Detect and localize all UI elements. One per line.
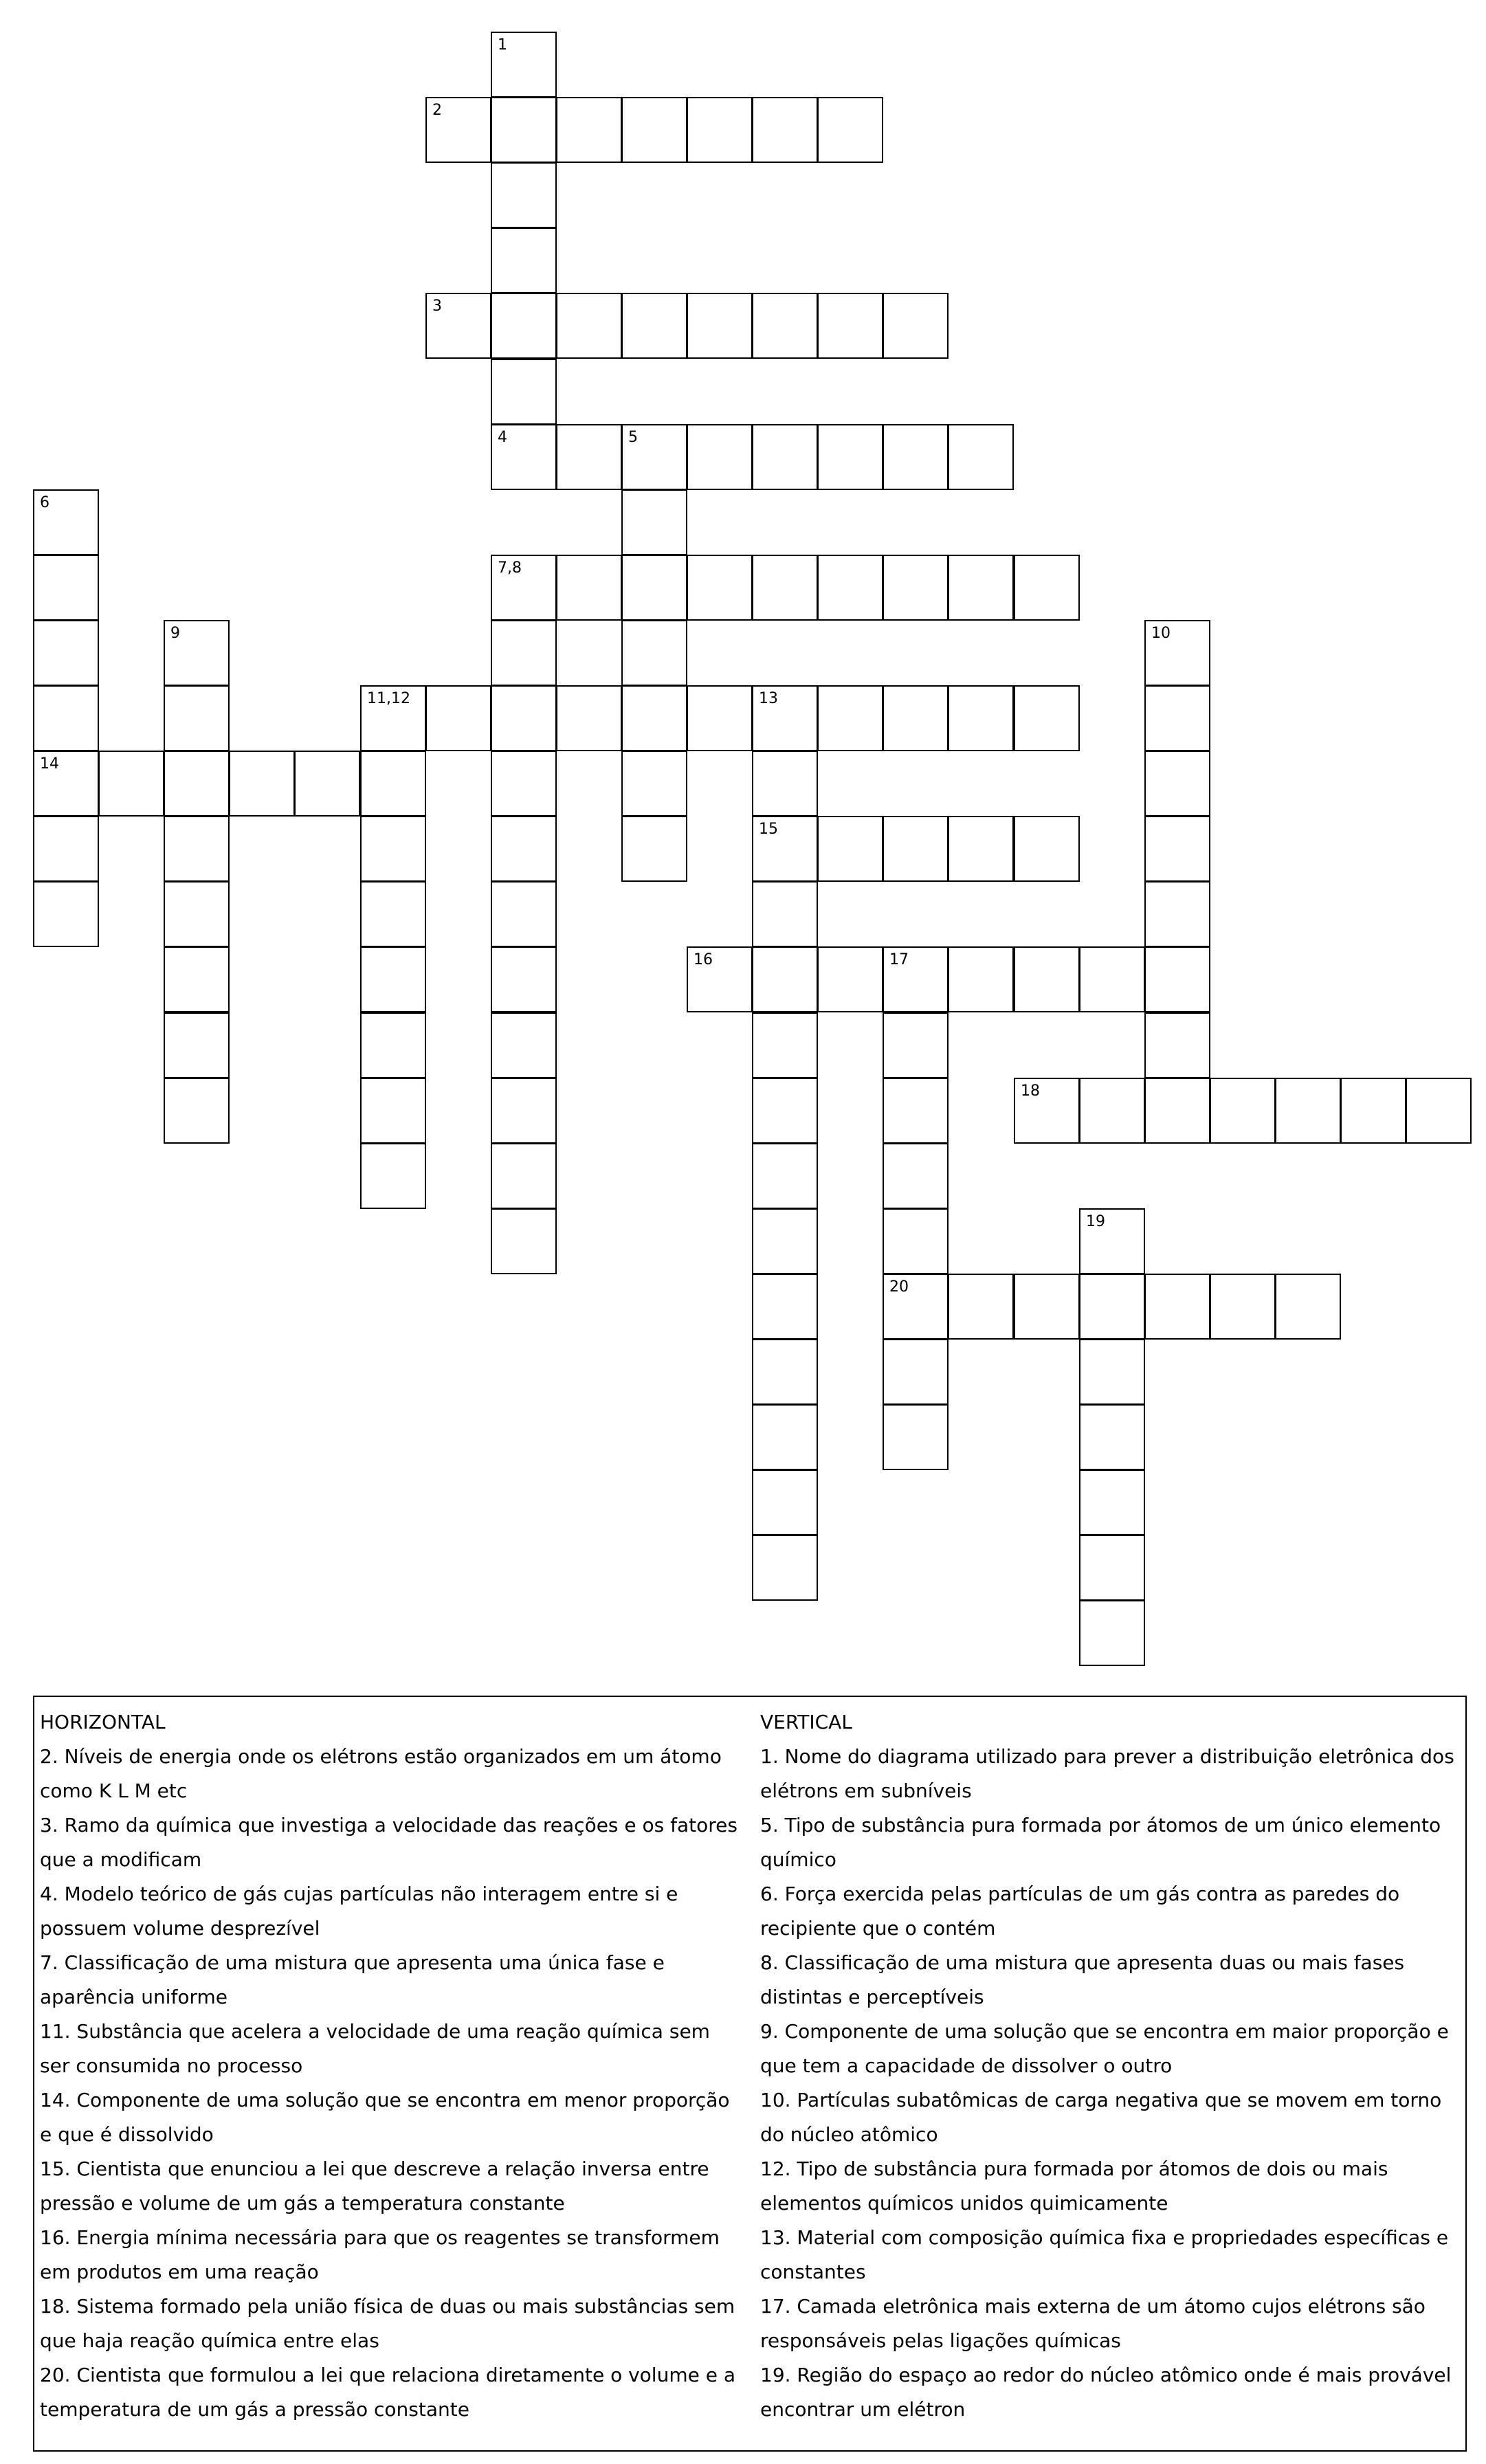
clue-number: 3 <box>432 298 442 315</box>
clue-number: 10 <box>1151 625 1171 642</box>
clue-v-17: 17. Camada eletrônica mais externa de um átomo cujos elétrons são responsáveis pelas ligações químicas <box>760 2295 1426 2352</box>
crossword-cell[interactable] <box>556 555 622 621</box>
clue-v-1: 1. Nome do diagrama utilizado para prever a distribuição eletrônica dos elétrons em subníveis <box>760 1745 1454 1802</box>
crossword-cell[interactable] <box>621 424 687 490</box>
clue-h-18: 18. Sistema formado pela união física de duas ou mais substâncias sem que haja reação química entre elas <box>40 2295 735 2352</box>
crossword-cell[interactable] <box>164 1078 230 1144</box>
crossword-cell[interactable] <box>425 97 491 163</box>
crossword-cell[interactable] <box>556 424 622 490</box>
crossword-cell[interactable] <box>1079 1078 1145 1144</box>
crossword-cell[interactable] <box>752 1339 818 1405</box>
crossword-cell[interactable] <box>1144 685 1210 751</box>
crossword-cell[interactable] <box>294 751 360 817</box>
crossword-cell[interactable] <box>1144 1078 1210 1144</box>
crossword-cell[interactable] <box>621 620 687 686</box>
crossword-cell[interactable] <box>817 946 883 1012</box>
clue-h-2: 2. Níveis de energia onde os elétrons estão organizados em um átomo como K L M etc <box>40 1745 722 1802</box>
crossword-cell[interactable] <box>687 97 753 163</box>
crossword-cell[interactable] <box>360 1012 426 1078</box>
crossword-cell[interactable] <box>752 1469 818 1535</box>
crossword-cell[interactable] <box>164 946 230 1012</box>
crossword-cell[interactable] <box>687 293 753 359</box>
crossword-cell[interactable] <box>621 555 687 621</box>
crossword-cell[interactable] <box>164 881 230 947</box>
crossword-cell[interactable] <box>491 881 557 947</box>
crossword-cell[interactable] <box>752 1274 818 1340</box>
crossword-cell[interactable] <box>817 685 883 751</box>
crossword-cell[interactable] <box>491 1012 557 1078</box>
crossword-cell[interactable] <box>1079 1404 1145 1470</box>
crossword-cell[interactable] <box>817 555 883 621</box>
crossword-cell[interactable] <box>491 816 557 882</box>
crossword-cell[interactable] <box>883 1404 949 1470</box>
horizontal-heading: HORIZONTAL <box>40 1711 166 1733</box>
crossword-cell[interactable] <box>1210 1274 1276 1340</box>
crossword-cell[interactable] <box>33 685 99 751</box>
crossword-cell[interactable] <box>883 1078 949 1144</box>
crossword-cell[interactable] <box>1275 1274 1341 1340</box>
crossword-cell[interactable] <box>883 555 949 621</box>
crossword-cell[interactable] <box>556 685 622 751</box>
crossword-cell[interactable] <box>425 293 491 359</box>
crossword-cell[interactable] <box>621 293 687 359</box>
crossword-cell[interactable] <box>752 946 818 1012</box>
crossword-cell[interactable] <box>491 1208 557 1274</box>
crossword-cell[interactable] <box>360 946 426 1012</box>
crossword-cell[interactable] <box>817 97 883 163</box>
crossword-cell[interactable] <box>687 946 753 1012</box>
clue-number: 13 <box>759 690 778 707</box>
crossword-cell[interactable] <box>621 751 687 817</box>
crossword-cell[interactable] <box>1144 946 1210 1012</box>
crossword-cell[interactable] <box>360 685 426 751</box>
crossword-cell[interactable] <box>817 816 883 882</box>
clue-v-6: 6. Força exercida pelas partículas de um gás contra as paredes do recipiente que o contém <box>760 1883 1400 1940</box>
crossword-cell[interactable] <box>817 293 883 359</box>
clue-number: 18 <box>1021 1083 1040 1100</box>
crossword-cell[interactable] <box>883 1143 949 1209</box>
crossword-cell[interactable] <box>752 1143 818 1209</box>
clue-number: 2 <box>432 102 442 119</box>
crossword-cell[interactable] <box>491 555 557 621</box>
crossword-cell[interactable] <box>164 620 230 686</box>
clue-v-9: 9. Componente de uma solução que se encontra em maior proporção e que tem a capacidade de dissolver o outro <box>760 2020 1449 2077</box>
crossword-cell[interactable] <box>883 1208 949 1274</box>
crossword-cell[interactable] <box>1144 620 1210 686</box>
clue-h-20: 20. Cientista que formulou a lei que relaciona diretamente o volume e a temperatura de um gás a pressão constante <box>40 2364 736 2421</box>
clue-number: 9 <box>170 625 180 642</box>
crossword-cell[interactable] <box>687 424 753 490</box>
crossword-cell[interactable] <box>883 946 949 1012</box>
crossword-cell[interactable] <box>33 816 99 882</box>
crossword-cell[interactable] <box>948 555 1014 621</box>
crossword-cell[interactable] <box>491 751 557 817</box>
clue-h-7: 7. Classificação de uma mistura que apresenta uma única fase e aparência uniforme <box>40 1951 665 2008</box>
crossword-cell[interactable] <box>33 489 99 555</box>
crossword-cell[interactable] <box>360 751 426 817</box>
crossword-cell[interactable] <box>360 1078 426 1144</box>
crossword-cell[interactable] <box>1144 1012 1210 1078</box>
crossword-cell[interactable] <box>948 816 1014 882</box>
crossword-cell[interactable] <box>1210 1078 1276 1144</box>
clue-number: 20 <box>889 1278 909 1296</box>
crossword-cell[interactable] <box>752 1404 818 1470</box>
crossword-cell[interactable] <box>621 97 687 163</box>
horizontal-clues <box>40 1705 741 2427</box>
crossword-cell[interactable] <box>1144 816 1210 882</box>
crossword-cell[interactable] <box>33 620 99 686</box>
crossword-cell[interactable] <box>1275 1078 1341 1144</box>
vertical-heading: VERTICAL <box>760 1711 852 1733</box>
crossword-cell[interactable] <box>33 751 99 817</box>
crossword-cell[interactable] <box>491 293 557 359</box>
crossword-cell[interactable] <box>1406 1078 1472 1144</box>
crossword-cell[interactable] <box>98 751 164 817</box>
clue-v-8: 8. Classificação de uma mistura que apresenta duas ou mais fases distintas e perceptíveis <box>760 1951 1405 2008</box>
crossword-cell[interactable] <box>752 751 818 817</box>
crossword-cell[interactable] <box>883 685 949 751</box>
vertical-clues <box>760 1705 1454 2427</box>
crossword-cell[interactable] <box>164 685 230 751</box>
clue-h-16: 16. Energia mínima necessária para que os reagentes se transformem em produtos em uma reação <box>40 2226 720 2283</box>
crossword-cell[interactable] <box>491 424 557 490</box>
crossword-cell[interactable] <box>948 424 1014 490</box>
clue-number: 4 <box>498 429 507 446</box>
clue-number: 11,12 <box>367 690 410 707</box>
crossword-cell[interactable] <box>752 1012 818 1078</box>
crossword-cell[interactable] <box>1079 946 1145 1012</box>
crossword-cell[interactable] <box>752 555 818 621</box>
clue-number: 15 <box>759 821 778 838</box>
crossword-cell[interactable] <box>948 685 1014 751</box>
clue-number: 1 <box>498 36 507 54</box>
crossword-cell[interactable] <box>621 685 687 751</box>
crossword-cell[interactable] <box>948 1274 1014 1340</box>
crossword-cell[interactable] <box>752 293 818 359</box>
crossword-cell[interactable] <box>1144 751 1210 817</box>
crossword-cell[interactable] <box>425 685 491 751</box>
crossword-cell[interactable] <box>491 620 557 686</box>
crossword-cell[interactable] <box>1144 881 1210 947</box>
crossword-cell[interactable] <box>883 1012 949 1078</box>
clue-v-5: 5. Tipo de substância pura formada por átomos de um único elemento químico <box>760 1814 1441 1871</box>
crossword-cell[interactable] <box>752 1078 818 1144</box>
clues-box <box>33 1696 1467 2452</box>
crossword-cell[interactable] <box>883 424 949 490</box>
crossword-cell[interactable] <box>1079 1208 1145 1274</box>
clue-h-15: 15. Cientista que enunciou a lei que descreve a relação inversa entre pressão e volume de um gás a temperatura constante <box>40 2157 709 2215</box>
crossword-cell[interactable] <box>1014 816 1080 882</box>
crossword-cell[interactable] <box>1340 1078 1406 1144</box>
clue-number: 5 <box>628 429 638 446</box>
crossword-cell[interactable] <box>1014 1274 1080 1340</box>
crossword-cell[interactable] <box>752 685 818 751</box>
clue-number: 6 <box>40 494 49 511</box>
crossword-cell[interactable] <box>1079 1600 1145 1666</box>
crossword-cell[interactable] <box>491 359 557 425</box>
crossword-cell[interactable] <box>33 555 99 621</box>
crossword-cell[interactable] <box>164 751 230 817</box>
crossword-cell[interactable] <box>33 881 99 947</box>
crossword-cell[interactable] <box>752 881 818 947</box>
crossword-cell[interactable] <box>491 685 557 751</box>
clue-v-13: 13. Material com composição química fixa e propriedades específicas e constantes <box>760 2226 1449 2283</box>
clue-v-19: 19. Região do espaço ao redor do núcleo atômico onde é mais provável encontrar um elétron <box>760 2364 1452 2421</box>
crossword-cell[interactable] <box>687 555 753 621</box>
crossword-cell[interactable] <box>1014 685 1080 751</box>
crossword-cell[interactable] <box>1014 946 1080 1012</box>
crossword-cell[interactable] <box>491 97 557 163</box>
crossword-cell[interactable] <box>491 32 557 98</box>
crossword-cell[interactable] <box>556 293 622 359</box>
crossword-cell[interactable] <box>883 1274 949 1340</box>
clue-number: 14 <box>40 755 59 773</box>
crossword-cell[interactable] <box>229 751 295 817</box>
crossword-cell[interactable] <box>687 685 753 751</box>
crossword-cell[interactable] <box>491 162 557 228</box>
crossword-cell[interactable] <box>752 97 818 163</box>
crossword-cell[interactable] <box>360 816 426 882</box>
clue-number: 19 <box>1086 1213 1105 1230</box>
crossword-cell[interactable] <box>556 97 622 163</box>
crossword-cell[interactable] <box>948 946 1014 1012</box>
crossword-cell[interactable] <box>752 424 818 490</box>
crossword-cell[interactable] <box>883 293 949 359</box>
crossword-cell[interactable] <box>1079 1339 1145 1405</box>
crossword-cell[interactable] <box>1079 1535 1145 1601</box>
clue-h-11: 11. Substância que acelera a velocidade de uma reação química sem ser consumida no processo <box>40 2020 710 2077</box>
crossword-cell[interactable] <box>752 1535 818 1601</box>
crossword-cell[interactable] <box>360 1143 426 1209</box>
crossword-cell[interactable] <box>1014 1078 1080 1144</box>
clue-h-4: 4. Modelo teórico de gás cujas partículas não interagem entre si e possuem volume desprezível <box>40 1883 678 1940</box>
crossword-cell[interactable] <box>164 1012 230 1078</box>
clue-number: 17 <box>889 951 909 968</box>
crossword-cell[interactable] <box>1079 1469 1145 1535</box>
crossword-cell[interactable] <box>883 1339 949 1405</box>
crossword-cell[interactable] <box>883 816 949 882</box>
clue-v-12: 12. Tipo de substância pura formada por átomos de dois ou mais elementos químicos unidos quimicamente <box>760 2157 1388 2215</box>
crossword-cell[interactable] <box>491 1143 557 1209</box>
crossword-cell[interactable] <box>360 881 426 947</box>
crossword-cell[interactable] <box>491 227 557 293</box>
crossword-cell[interactable] <box>752 816 818 882</box>
crossword-cell[interactable] <box>621 816 687 882</box>
crossword-cell[interactable] <box>164 816 230 882</box>
clue-number: 7,8 <box>498 559 522 577</box>
crossword-cell[interactable] <box>752 1208 818 1274</box>
clue-h-3: 3. Ramo da química que investiga a velocidade das reações e os fatores que a modificam <box>40 1814 738 1871</box>
crossword-cell[interactable] <box>491 946 557 1012</box>
crossword-cell[interactable] <box>621 489 687 555</box>
crossword-cell[interactable] <box>1144 1274 1210 1340</box>
clue-number: 16 <box>694 951 713 968</box>
crossword-cell[interactable] <box>1014 555 1080 621</box>
clue-h-14: 14. Componente de uma solução que se encontra em menor proporção e que é dissolvido <box>40 2089 730 2146</box>
crossword-cell[interactable] <box>491 1078 557 1144</box>
crossword-cell[interactable] <box>1079 1274 1145 1340</box>
crossword-cell[interactable] <box>817 424 883 490</box>
clue-v-10: 10. Partículas subatômicas de carga negativa que se movem em torno do núcleo atômico <box>760 2089 1442 2146</box>
